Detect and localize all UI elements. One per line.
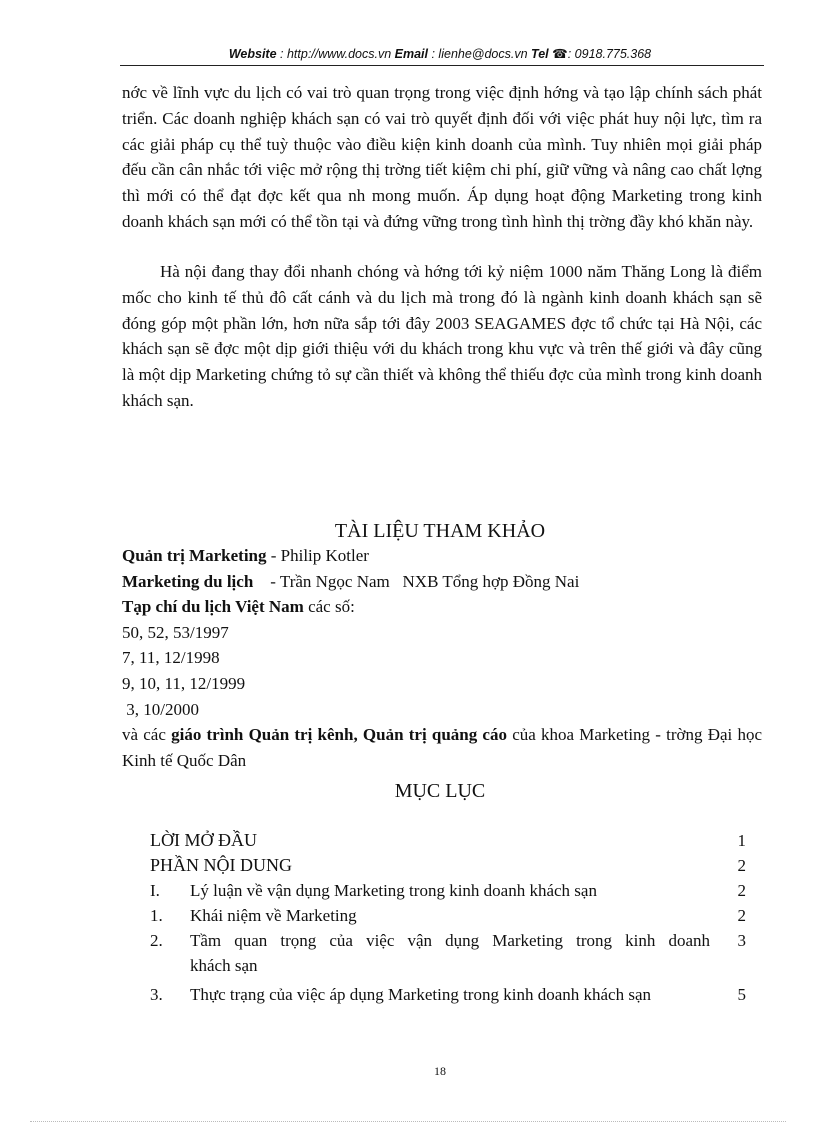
toc-entry: PHẦN NỘI DUNG 2 — [150, 853, 746, 878]
tel-value: : 0918.775.368 — [567, 47, 652, 61]
body-paragraph-2: Hà nội đang thay đổi nhanh chóng và hớng tới kỷ niệm 1000 năm Thăng Long là điểm mốc cho kinh tế thủ đô cất cánh và du lịch mà trong đó là ngành kinh doanh khách sạn sẽ đóng góp một phần lớn, hơn nữa sắp tới đây 2003 SEAGAMES đợc tổ chức tại Hà Nội, các khách sạn sẽ đợc một dịp giới thiệu với du khách trong khu vực và trên thế giới và đây cũng là một dịp Marketing chứng tỏ sự cần thiết và không thể thiếu đợc của mình trong kinh doanh khách sạn. — [122, 262, 762, 410]
page-number: 18 — [434, 1064, 446, 1078]
references-list — [122, 543, 762, 773]
reference-closing: và các giáo trình Quản trị kênh, Quản trị quảng cáo của khoa Marketing - trờng Đại học Kinh tế Quốc Dân — [122, 725, 762, 770]
body-paragraph-1: nớc về lĩnh vực du lịch có vai trò quan trọng trong việc định hớng và tạo lập chính sách phát triển. Các doanh nghiệp khách sạn có vai trò quyết định đối với việc phát huy nội lực, tìm ra các giải pháp cụ thể tuỳ thuộc vào điều kiện kinh doanh của mình. Tuy nhiên mọi giải pháp đếu cần cân nhắc tới việc mở rộng thị trờng tiết kiệm chi phí, giữ vững và nâng cao chất lợng thì mới có thể đạt đợc kết qua nh mong muốn. Áp dụng hoạt động Marketing trong kinh doanh khách sạn mới có thể tồn tại và đứng vững trong tình hình thị trờng đầy khó khăn này. — [122, 83, 762, 231]
toc-entry-continuation: khách sạn — [190, 956, 258, 975]
reference-title: Quản trị Marketing — [122, 546, 267, 565]
toc-entry: 2. Tầm quan trọng của việc vận dụng Marketing trong kinh doanh 3 — [150, 928, 746, 953]
website-value: : http://www.docs.vn — [276, 47, 395, 61]
issue-line: 7, 11, 12/1998 — [122, 648, 220, 668]
toc-entry: 1. Khái niệm về Marketing 2 — [150, 903, 746, 928]
phone-icon: ☎ — [552, 47, 568, 61]
reference-item: Quản trị Marketing - Philip Kotler — [122, 546, 369, 565]
toc-page: 2 — [737, 906, 746, 925]
toc-page: 5 — [737, 985, 746, 1004]
email-label: Email — [394, 47, 429, 61]
toc-page: 1 — [737, 831, 746, 850]
table-of-contents — [150, 828, 746, 1007]
issue-line: 3, 10/2000 — [122, 699, 199, 719]
issue-line: 9, 10, 11, 12/1999 — [122, 673, 246, 693]
references-title: TÀI LIỆU THAM KHẢO — [334, 520, 546, 542]
toc-entry: I. Lý luận về vận dụng Marketing trong kinh doanh khách sạn 2 — [150, 878, 746, 903]
header-divider — [120, 65, 764, 66]
reference-item: Marketing du lịch - Trần Ngọc Nam NXB Tổng hợp Đồng Nai — [122, 571, 580, 591]
reference-title: Tạp chí du lịch Việt Nam — [122, 597, 304, 617]
page-bottom-divider — [30, 1121, 786, 1122]
tel-label: Tel — [531, 47, 549, 61]
toc-title: MỤC LỤC — [394, 780, 486, 802]
issue-line: 50, 52, 53/1997 — [122, 622, 229, 642]
toc-page: 2 — [737, 856, 746, 875]
reference-item: Tạp chí du lịch Việt Nam các số: — [122, 597, 355, 617]
toc-page: 3 — [737, 931, 746, 950]
toc-entry: LỜI MỞ ĐẦU 1 — [150, 828, 746, 853]
reference-title: Marketing du lịch — [122, 571, 254, 591]
page-header — [120, 46, 760, 61]
website-label: Website — [228, 47, 277, 61]
toc-entry: 3. Thực trạng của việc áp dụng Marketing trong kinh doanh khách sạn 5 — [150, 982, 746, 1007]
email-value: : lienhe@docs.vn — [428, 47, 532, 61]
toc-page: 2 — [737, 881, 746, 900]
